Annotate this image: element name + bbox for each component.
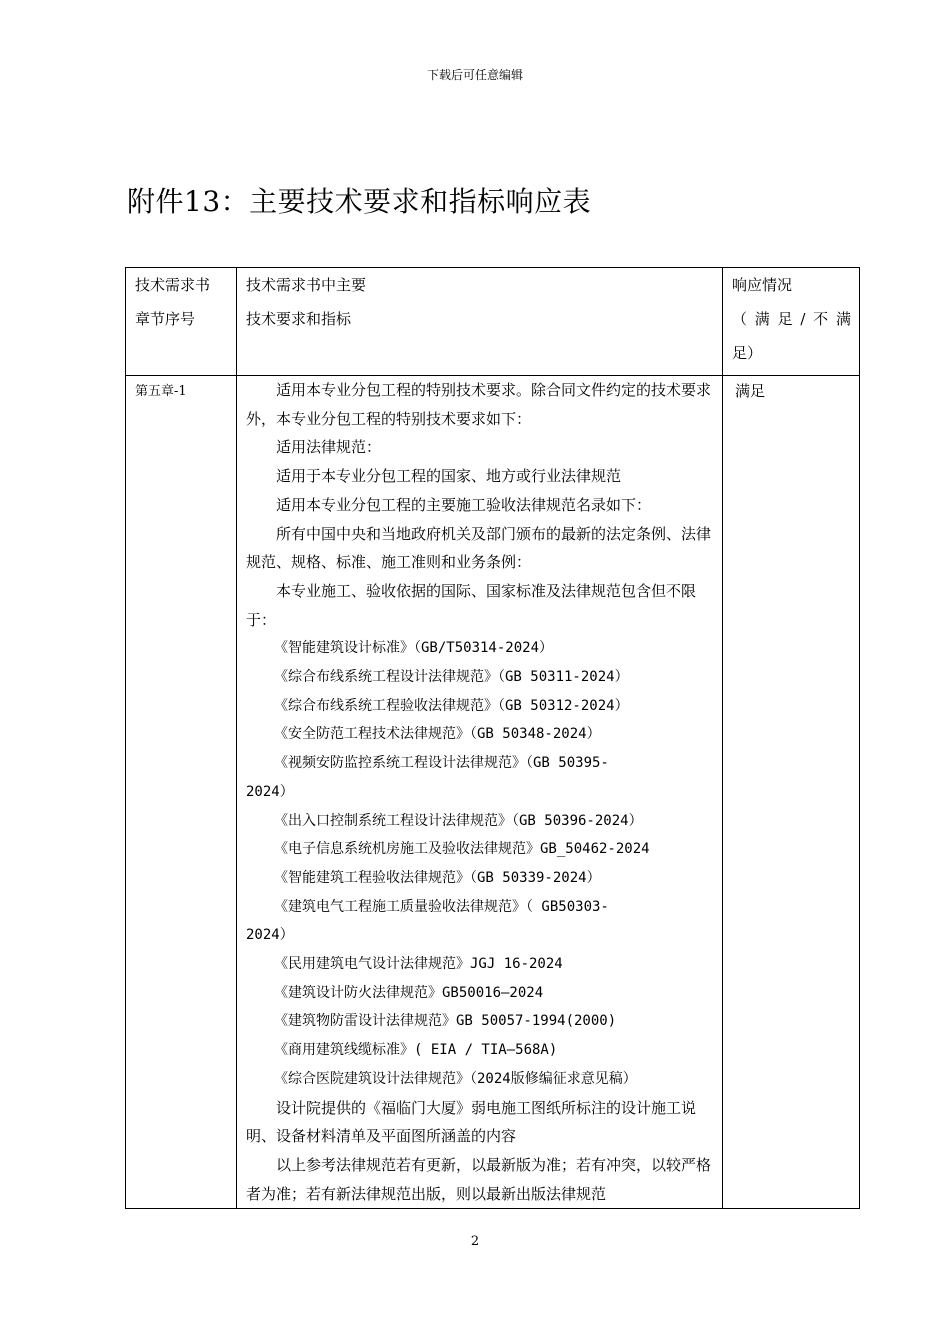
paragraph: 以上参考法律规范若有更新，以最新版为准；若有冲突，以较严格者为准；若有新法律规范出版，则以最新出版法律规范 <box>246 1155 712 1203</box>
standard-item: 《电子信息系统机房施工及验收法律规范》GB_50462-2024 <box>274 841 650 858</box>
paragraph: 适用法律规范： <box>276 438 382 457</box>
standard-item: 《建筑电气工程施工质量验收法律规范》（ GB50303- <box>274 898 609 915</box>
standard-item-continued: 2024） <box>246 927 294 944</box>
header-chapter-line1: 技术需求书 <box>135 276 211 294</box>
requirement-text <box>237 376 723 1209</box>
header-response-cell <box>723 268 860 376</box>
page-number: 2 <box>470 1234 480 1249</box>
paragraph: 设计院提供的《福临门大厦》弱电施工图纸所标注的设计施工说明、设备材料清单及平面图所涵盖的内容 <box>246 1098 697 1146</box>
document-title: 附件13：主要技术要求和指标响应表 <box>127 185 592 218</box>
response-table <box>125 267 860 1209</box>
table-header-row <box>126 268 860 376</box>
standard-item: 《安全防范工程技术法律规范》（GB 50348-2024） <box>274 726 601 743</box>
standard-item-continued: 2024） <box>246 783 294 800</box>
header-response-line2: （ 满 足 / 不 满 <box>732 310 851 328</box>
header-requirement-line1: 技术需求书中主要 <box>246 276 367 294</box>
header-response-line1: 响应情况 <box>732 276 793 294</box>
standard-item: 《民用建筑电气设计法律规范》JGJ 16-2024 <box>274 956 563 973</box>
standard-item: 《综合布线系统工程验收法律规范》（GB 50312-2024） <box>274 697 629 714</box>
standard-item: 《建筑物防雷设计法律规范》GB 50057-1994(2000) <box>274 1013 617 1030</box>
standard-item: 《综合医院建筑设计法律规范》（2024版修编征求意见稿） <box>274 1070 637 1087</box>
paragraph: 适用本专业分包工程的特别技术要求。除合同文件约定的技术要求外，本专业分包工程的特别技术要求如下： <box>246 381 712 428</box>
paragraph: 适用本专业分包工程的主要施工验收法律规范名录如下： <box>276 495 652 514</box>
standard-item: 《视频安防监控系统工程设计法律规范》（GB 50395- <box>274 755 609 772</box>
header-requirement-line2: 技术要求和指标 <box>246 310 352 328</box>
header-response-line3: 足） <box>732 344 763 362</box>
standard-item: 《综合布线系统工程设计法律规范》（GB 50311-2024） <box>274 669 629 686</box>
paragraph: 适用于本专业分包工程的国家、地方或行业法律规范 <box>276 467 622 486</box>
table-row <box>126 376 860 1209</box>
paragraph: 所有中国中央和当地政府机关及部门颁布的最新的法定条例、法律规范、规格、标准、施工准则和业务条例： <box>246 524 712 572</box>
standard-item: 《智能建筑设计标准》（GB/T50314-2024） <box>274 640 554 657</box>
paragraph: 本专业施工、验收依据的国际、国家标准及法律规范包含但不限于： <box>246 581 697 629</box>
standard-item: 《出入口控制系统工程设计法律规范》（GB 50396-2024） <box>274 812 643 829</box>
response-value: 满足 <box>723 376 860 1209</box>
header-requirement-cell <box>237 268 723 376</box>
chapter-number: 第五章-1 <box>126 376 237 1209</box>
standard-item: 《智能建筑工程验收法律规范》（GB 50339-2024） <box>274 869 601 886</box>
standard-item: 《建筑设计防火法律规范》GB50016—2024 <box>274 984 544 1001</box>
header-chapter-cell <box>126 268 237 376</box>
header-chapter-line2: 章节序号 <box>135 310 196 328</box>
header-note: 下载后可任意编辑 <box>426 68 523 82</box>
standard-item: 《商用建筑线缆标准》( EIA / TIA—568A) <box>274 1042 558 1059</box>
